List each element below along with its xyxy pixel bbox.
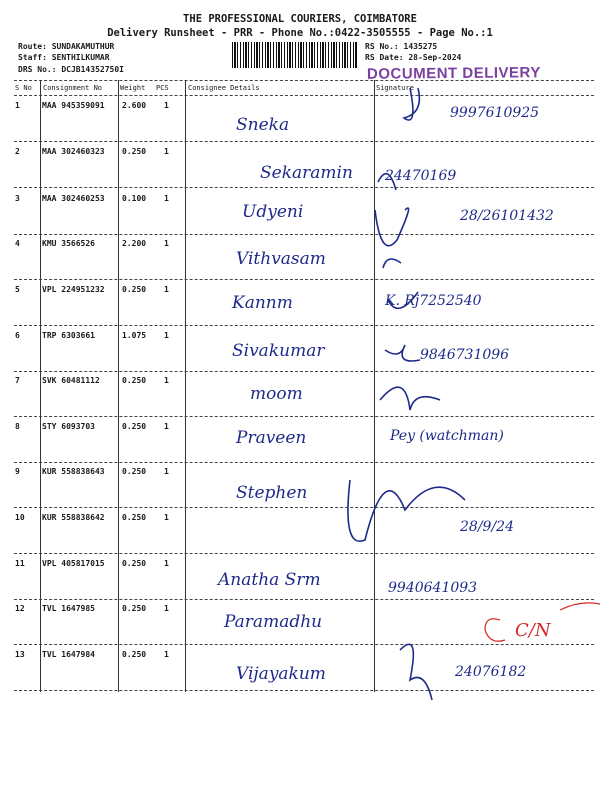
consignee-handwritten-name: Vithvasam (236, 249, 326, 269)
consignment-number: STY 6093703 (42, 422, 95, 431)
consignment-number: TRP 6303661 (42, 331, 95, 340)
company-title: THE PROFESSIONAL COURIERS, COIMBATORE (183, 13, 417, 25)
document-delivery-stamp: DOCUMENT DELIVERY (366, 64, 541, 83)
col-consignment: Consignment No (43, 84, 103, 92)
runsheet-subtitle: Delivery Runsheet - PRR - Phone No.:0422-3505555 - Page No.:1 (107, 27, 493, 39)
consignment-number: TVL 1647984 (42, 650, 95, 659)
col-weight: Weight (120, 84, 146, 92)
signature-handwritten: Pey (watchman) (390, 428, 504, 444)
weight-value: 2.200 (122, 239, 147, 248)
signature-handwritten: 24076182 (455, 664, 527, 680)
row-sno: 12 (15, 604, 25, 613)
pcs-value: 1 (164, 101, 169, 110)
pcs-value: 1 (164, 331, 169, 340)
row-sno: 8 (15, 422, 20, 431)
weight-value: 1.075 (122, 331, 147, 340)
row-sno: 2 (15, 147, 20, 156)
consignment-number: TVL 1647985 (42, 604, 95, 613)
row-sno: 9 (15, 467, 20, 476)
weight-value: 0.250 (122, 376, 147, 385)
pcs-value: 1 (164, 376, 169, 385)
consignment-number: MAA 945359091 (42, 101, 105, 110)
pcs-value: 1 (164, 650, 169, 659)
row-sno: 1 (15, 101, 20, 110)
consignment-number: KUR 558838643 (42, 467, 105, 476)
consignee-handwritten-name: Praveen (236, 428, 307, 448)
signature-handwritten: 28/9/24 (460, 519, 514, 535)
consignee-handwritten-name: Stephen (236, 483, 308, 503)
consignee-handwritten-name: Kannm (232, 293, 293, 313)
weight-value: 0.100 (122, 194, 147, 203)
pcs-value: 1 (164, 513, 169, 522)
row-sno: 7 (15, 376, 20, 385)
signature-handwritten: 28/26101432 (460, 208, 554, 224)
pcs-value: 1 (164, 147, 169, 156)
pcs-value: 1 (164, 194, 169, 203)
col-consignee: Consignee Details (188, 84, 260, 92)
signature-handwritten: C/N (515, 620, 551, 641)
row-sno: 3 (15, 194, 20, 203)
consignee-handwritten-name: Vijayakum (236, 664, 326, 684)
consignee-handwritten-name: Sivakumar (232, 341, 325, 361)
signature-handwritten: K. Rj7252540 (385, 293, 482, 309)
consignee-handwritten-name: Anatha Srm (218, 570, 321, 590)
weight-value: 0.250 (122, 513, 147, 522)
weight-value: 0.250 (122, 285, 147, 294)
row-sno: 13 (15, 650, 25, 659)
weight-value: 2.600 (122, 101, 147, 110)
rs-date: RS Date: 28-Sep-2024 (365, 53, 462, 62)
weight-value: 0.250 (122, 467, 147, 476)
consignment-number: MAA 302460323 (42, 147, 105, 156)
consignee-handwritten-name: moom (250, 384, 303, 404)
pcs-value: 1 (164, 422, 169, 431)
col-pcs: PCS (156, 84, 169, 92)
pcs-value: 1 (164, 559, 169, 568)
weight-value: 0.250 (122, 650, 147, 659)
col-sno: S No (15, 84, 32, 92)
weight-value: 0.250 (122, 422, 147, 431)
weight-value: 0.250 (122, 147, 147, 156)
consignment-number: SVK 60481112 (42, 376, 100, 385)
pcs-value: 1 (164, 239, 169, 248)
consignment-number: VPL 224951232 (42, 285, 105, 294)
row-sno: 4 (15, 239, 20, 248)
row-sno: 6 (15, 331, 20, 340)
drs-label: DRS No.: DCJB14352750I (18, 65, 124, 74)
rs-number: RS No.: 1435275 (365, 42, 438, 51)
pcs-value: 1 (164, 604, 169, 613)
pcs-value: 1 (164, 285, 169, 294)
consignment-number: MAA 302460253 (42, 194, 105, 203)
consignment-number: VPL 405817015 (42, 559, 105, 568)
signature-handwritten: 9997610925 (450, 105, 540, 121)
consignee-handwritten-name: Sneka (236, 115, 290, 135)
row-sno: 10 (15, 513, 25, 522)
signature-handwritten: 9940641093 (388, 580, 478, 596)
consignee-handwritten-name: Udyeni (242, 202, 304, 222)
signature-handwritten: 24470169 (385, 168, 457, 184)
route-label: Route: SUNDAKAMUTHUR (18, 42, 115, 51)
weight-value: 0.250 (122, 559, 147, 568)
consignee-handwritten-name: Paramadhu (224, 612, 323, 632)
weight-value: 0.250 (122, 604, 147, 613)
consignee-handwritten-name: Sekaramin (260, 163, 353, 183)
row-sno: 5 (15, 285, 20, 294)
staff-label: Staff: SENTHILKUMAR (18, 53, 110, 62)
pcs-value: 1 (164, 467, 169, 476)
consignment-number: KUR 558838642 (42, 513, 105, 522)
signature-handwritten: 9846731096 (420, 347, 510, 363)
row-sno: 11 (15, 559, 25, 568)
consignment-number: KMU 3566526 (42, 239, 95, 248)
col-signature: Signature (376, 84, 414, 92)
